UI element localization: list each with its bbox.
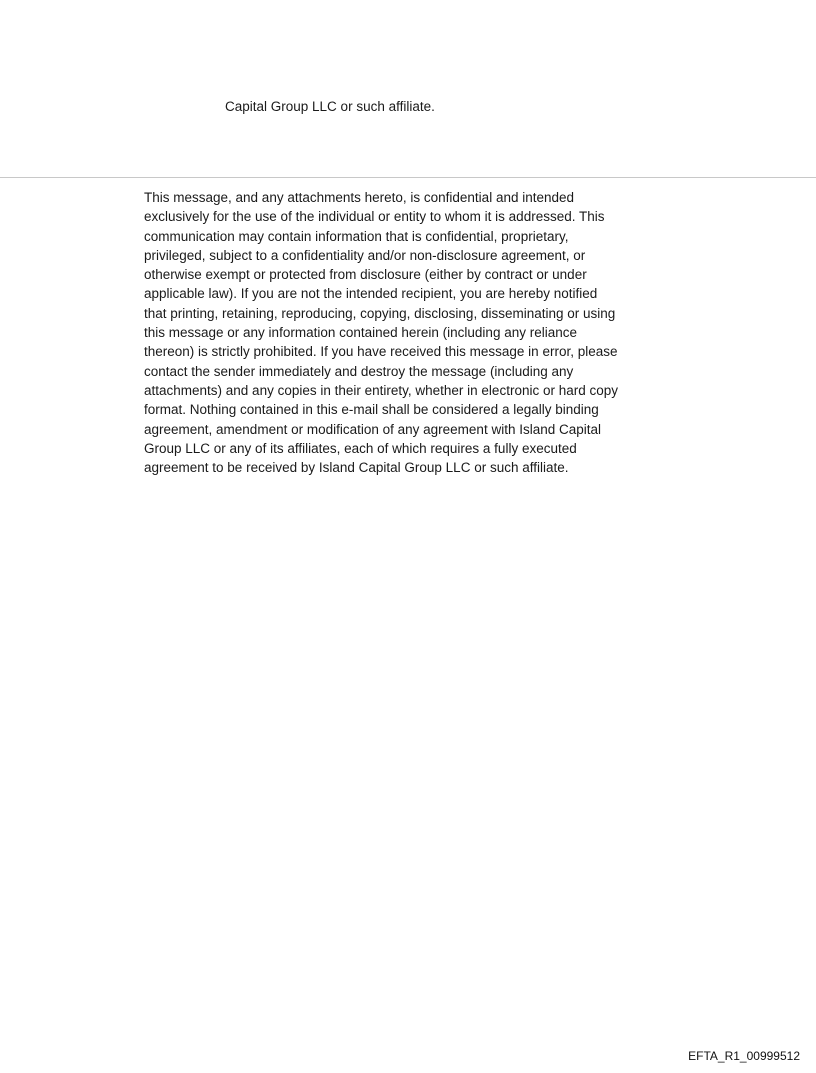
disclaimer-line: agreement to be received by Island Capital Group LLC or such affiliate. — [144, 460, 569, 476]
disclaimer-line: contact the sender immediately and destroy the message (including any — [144, 363, 574, 379]
disclaimer-line: that printing, retaining, reproducing, copying, disclosing, disseminating or using — [144, 305, 616, 321]
disclaimer-line: agreement, amendment or modification of any agreement with Island Capital — [144, 421, 601, 437]
disclaimer-line: communication may contain information that is confidential, proprietary, — [144, 228, 569, 244]
disclaimer-line: format. Nothing contained in this e-mail shall be considered a legally binding — [144, 402, 599, 418]
confidentiality-disclaimer — [144, 188, 684, 477]
continuation-text: Capital Group LLC or such affiliate. — [225, 99, 435, 114]
disclaimer-line: privileged, subject to a confidentiality and/or non-disclosure agreement, or — [144, 247, 586, 263]
disclaimer-line: otherwise exempt or protected from disclosure (either by contract or under — [144, 267, 587, 283]
disclaimer-line: attachments) and any copies in their entirety, whether in electronic or hard copy — [144, 382, 618, 398]
disclaimer-line: Group LLC or any of its affiliates, each of which requires a fully executed — [144, 440, 577, 456]
disclaimer-line: applicable law). If you are not the intended recipient, you are hereby notified — [144, 286, 598, 302]
section-divider — [0, 177, 816, 178]
disclaimer-line: This message, and any attachments hereto, is confidential and intended — [144, 190, 575, 205]
disclaimer-line: exclusively for the use of the individual or entity to whom it is addressed. This — [144, 209, 605, 225]
disclaimer-line: thereon) is strictly prohibited. If you have received this message in error, please — [144, 344, 618, 360]
bates-number: EFTA_R1_00999512 — [688, 1049, 800, 1063]
disclaimer-line: this message or any information contained herein (including any reliance — [144, 325, 577, 341]
